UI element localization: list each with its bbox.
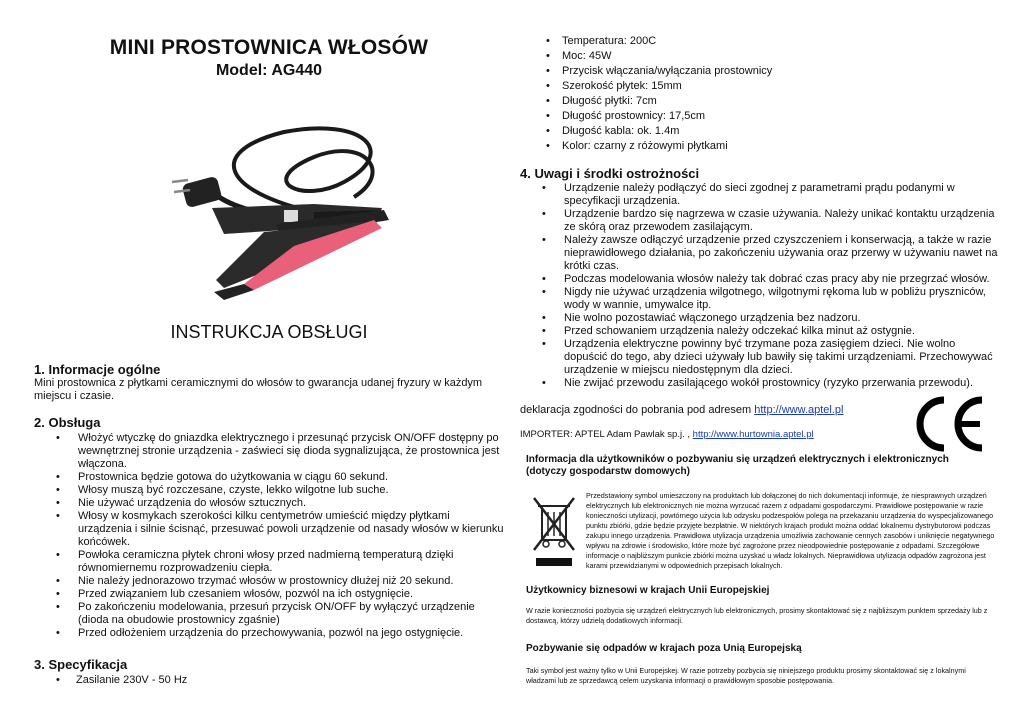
list-item: • Urządzenie bardzo się nagrzewa w czasie używania. Należy unikać kontaktu urządzenia ze skórą oraz przewodem zasilającym.: [520, 208, 1000, 234]
weee-title-3-text: Pozbywanie się odpadów w krajach poza Unią Europejską: [526, 643, 802, 654]
section-safety: [520, 166, 1000, 390]
instructions-heading: INSTRUKCJA OBSŁUGI: [170, 322, 368, 342]
section-3-title: 3. Specyfikacja: [34, 657, 128, 672]
weee-title-text: Informacja dla użytkowników o pozbywaniu się urządzeń elektrycznych i elektronicznych (dotyczy gospodarstw domowych): [526, 454, 949, 477]
section-1-text: Mini prostownica z płytkami ceramicznymi do włosów to gwarancja udanej fryzury w każdym miejscu i czasie.: [34, 377, 483, 402]
list-item: • Przed schowaniem urządzenia należy odczekać kilka minut aż ostygnie.: [520, 325, 1000, 338]
weee-title-2-text: Użytkownicy biznesowi w krajach Unii Europejskiej: [526, 585, 770, 596]
weee-text-1: Przedstawiony symbol umieszczony na produktach lub dołączonej do nich dokumentacji informuje, że niesprawnych urządzeń elektrycznych lub elektronicznych nie można wyrzucać razem z odpadami gospodarczymi. Prawidłowe postępowanie w razie konieczności utylizacji, powtórnego użycia lub odzysku podzespołów polega na przekazaniu urządzenia do wyspecjalizowanego punktu zbiórki, gdzie będzie przyjęte bezpłatnie. W niektórych krajach produkt można oddać lokalnemu dystrybutorowi podczas zakupu innego urządzenia. Prawidłowa utylizacja urządzenia umożliwia zachowanie cennych zasobów i uniknięcie negatywnego wpływu na zdrowie i środowisko, które może być zagrożone przez nieodpowiednie postępowanie z odpadami. Szczegółowe informacje o najbliższym punkcie zbiórki można uzyskać u władz lokalnych. Nieprawidłowa utylizacja odpadów zagrożona jest karami przewidzianymi w odpowiednich przepisach lokalnych.: [586, 491, 995, 570]
list-item: • Długość kabla: ok. 1.4m: [520, 124, 980, 139]
list-item: • Powłoka ceramiczna płytek chroni włosy przed nadmierną temperaturą dzięki równomiernemu rozprowadzeniu ciepła.: [34, 549, 504, 575]
list-item: • Nie należy jednorazowo trzymać włosów w prostownicy dłużej niż 20 sekund.: [34, 575, 504, 588]
spec-list: [520, 34, 980, 154]
right-column: [520, 0, 1000, 724]
section-general-info: [34, 362, 504, 403]
list-item: • Nie używać urządzenia do włosów sztucznych.: [34, 497, 504, 510]
list-item: • Nigdy nie używać urządzenia wilgotnego, wilgotnymi rękoma lub w pobliżu pryszniców, wody w wannie, umywalce itp.: [520, 286, 1000, 312]
list-item: • Szerokość płytek: 15mm: [520, 79, 980, 94]
list-item: • Nie zwijać przewodu zasilającego wokół prostownicy (ryzyko przerwania przewodu).: [520, 377, 1000, 390]
section-2-title: 2. Obsługa: [34, 415, 101, 430]
list-item: • Długość prostownicy: 17,5cm: [520, 109, 980, 124]
list-item: • Włosy muszą być rozczesane, czyste, lekko wilgotne lub suche.: [34, 484, 504, 497]
list-item: • Długość płytki: 7cm: [520, 94, 980, 109]
list-item: • Nie wolno pozostawiać włączonego urządzenia bez nadzoru.: [520, 312, 1000, 325]
list-item: • Moc: 45W: [520, 49, 980, 64]
weee-text-2: W razie konieczności pozbycia się urządzeń elektrycznych lub elektronicznych, prosimy skontaktować się z najbliższym punktem sprzedaży lub z dostawcą, którzy udzielą dodatkowych informacji.: [526, 606, 988, 625]
list-item: • Po zakończeniu modelowania, przesuń przycisk ON/OFF by wyłączyć urządzenie (dioda na obudowie prostownicy zgaśnie): [34, 601, 504, 627]
weee-text-3: Taki symbol jest ważny tylko w Unii Europejskej. W razie potrzeby pozbycia się niniejszego produktu prosimy skontaktować się z lokalnymi władzami lub ze sprzedawcą celem uzyskania informacji o prawidłowym sposobie postępowania.: [526, 666, 966, 685]
ce-mark-icon: [912, 392, 988, 456]
left-column: [34, 0, 504, 724]
list-item: • Należy zawsze odłączyć urządzenie przed czyszczeniem i konserwacją, a także w razie nieprawidłowego działania, po zakończeniu używania oraz przerwy w używaniu nawet na krótki czas.: [520, 234, 1000, 273]
safety-list: [520, 182, 1000, 390]
weee-business-title: [526, 585, 769, 597]
operation-list: [34, 432, 504, 640]
list-item: • Temperatura: 200C: [520, 34, 980, 49]
crossed-bin-icon: [532, 496, 576, 570]
section-specification: [34, 657, 504, 687]
document-title: MINI PROSTOWNICA WŁOSÓW: [109, 36, 429, 59]
section-1-title: 1. Informacje ogólne: [34, 362, 161, 377]
hair-straightener-image: [164, 112, 424, 312]
spec-list-continued: [520, 34, 980, 154]
list-item: • Włosy w kosmykach szerokości kilku centymetrów umieścić między płytkami urządzenia i silnie ścisnąć, przesuwać powoli urządzenie od nasady włosów w kierunku końcówek.: [34, 510, 504, 549]
importer-link[interactable]: http://www.hurtownia.aptel.pl: [692, 429, 814, 440]
list-item: • Urządzenia elektryczne powinny być trzymane poza zasięgiem dzieci. Nie wolno dopuścić do tego, aby dzieci używały lub bawiły się takimi urządzeniami. Przechowywać urządzenie w miejscu niedostępnym dla dzieci.: [520, 338, 1000, 377]
weee-outside-eu-title: [526, 643, 802, 655]
list-item: • Włożyć wtyczkę do gniazdka elektrycznego i przesunąć przycisk ON/OFF dostępny po wewnętrznej stronie urządzenia - zaświeci się dioda sygnalizująca, że prostownica jest włączona.: [34, 432, 504, 471]
list-item: • Podczas modelowania włosów należy tak dobrać czas pracy aby nie przegrzać włosów.: [520, 273, 1000, 286]
list-item: • Prostownica będzie gotowa do użytkowania w ciągu 60 sekund.: [34, 471, 504, 484]
importer-line: [520, 429, 814, 440]
weee-title: [526, 454, 986, 478]
section-operation: [34, 415, 504, 640]
list-item: • Zasilanie 230V - 50 Hz: [34, 674, 504, 687]
importer-text: IMPORTER: APTEL Adam Pawlak sp.j. ,: [520, 429, 693, 440]
weee-info-block: [524, 450, 994, 722]
declaration-text: deklaracja zgodności do pobrania pod adresem: [520, 404, 755, 416]
declaration-link[interactable]: http://www.aptel.pl: [754, 404, 844, 416]
list-item: • Przycisk włączania/wyłączania prostownicy: [520, 64, 980, 79]
declaration-line: [520, 404, 844, 416]
model-number: Model: AG440: [215, 62, 323, 79]
list-item: • Przed związaniem lub czesaniem włosów, pozwól na ich ostygnięcie.: [34, 588, 504, 601]
spec-list-start: [34, 674, 504, 687]
list-item: • Urządzenie należy podłączyć do sieci zgodnej z parametrami prądu podanymi w specyfikacji urządzenia.: [520, 182, 1000, 208]
section-4-title: 4. Uwagi i środki ostrożności: [520, 166, 700, 181]
list-item: • Kolor: czarny z różowymi płytkami: [520, 139, 980, 154]
list-item: • Przed odłożeniem urządzenia do przechowywania, pozwól na jego ostygnięcie.: [34, 627, 504, 640]
